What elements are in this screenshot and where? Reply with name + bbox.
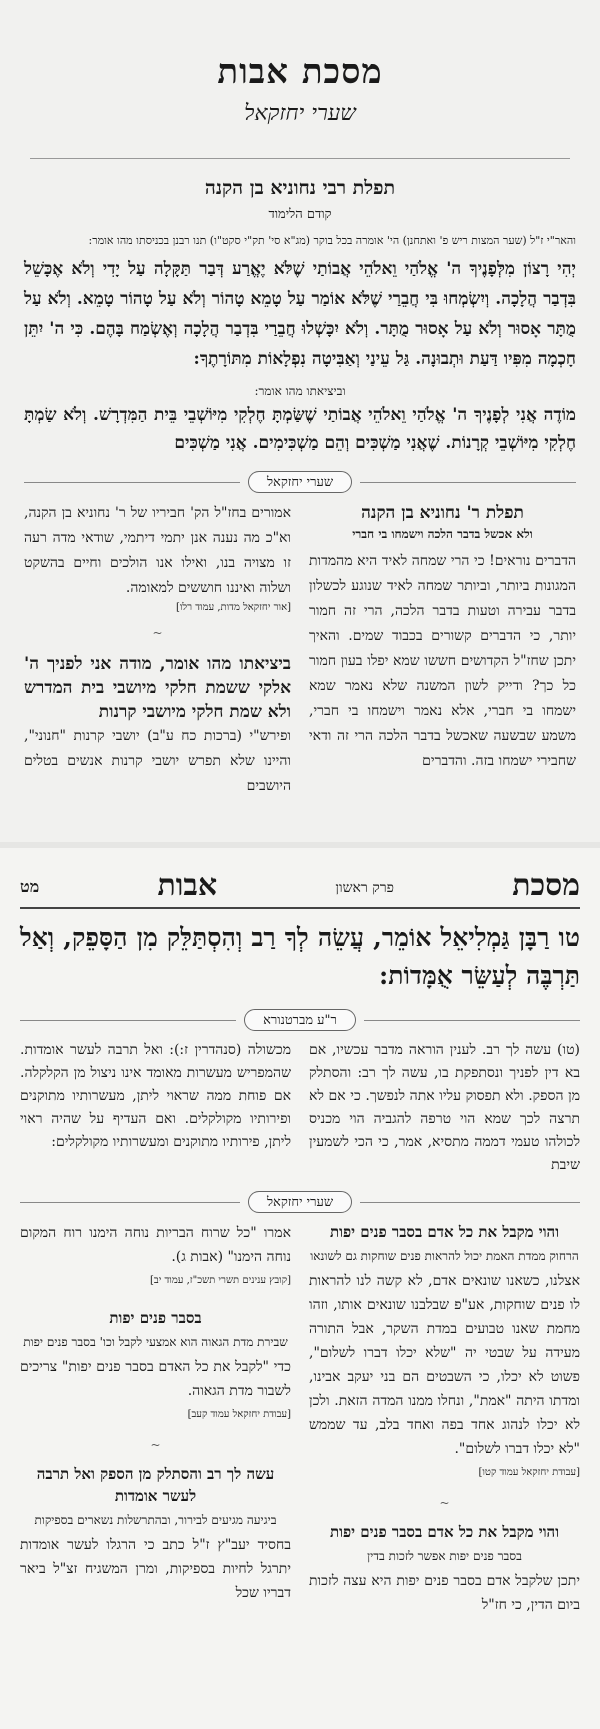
source-citation: [עבודת יחזקאל עמוד קעב] bbox=[187, 1409, 291, 1420]
exit-prayer-text: מוֹדֶה אֲנִי לְפָנֶיךָ ה' אֱלֹהַי וֵאלֹהֵי אֲבוֹתַי שֶׁשַּׂמְתָּ חֶלְקִי מִיּוֹשְׁבֵי בֵּית הַמִּדְרָשׁ. וְלֹא שַׂמְתָּ חֶלְקִי מִיּוֹשְׁבֵי קְרָנוֹת. שֶׁאֲנִי מַשְׁכִּים וְהֵם מַשְׁכִּימִים. אֲנִי מַשְׁכִּים bbox=[24, 405, 576, 453]
ornament-divider: ~ bbox=[152, 626, 163, 640]
banner-line bbox=[360, 1202, 580, 1203]
column-subheading: ביגיעה מגיעים לבירור, ובהתרשלות נשארים בספיקות bbox=[34, 1513, 277, 1527]
column-text: בחסיד יעב"ץ ז"ל כתב כי הרגלו לעשר אומדות יתרגל לחיות בספיקות, ומרן המשגיח זצ"ל ביאר דבריו שכל bbox=[20, 1537, 291, 1601]
header-perek: פרק ראשון bbox=[335, 880, 394, 896]
title-divider bbox=[30, 158, 570, 159]
banner-line bbox=[20, 1020, 236, 1021]
column-text: יתכן שלקבל אדם בסבר פנים יפות היא עצה לזכות ביום הדין, כי חז"ל bbox=[309, 1573, 580, 1613]
column-text: אצלנו, כשאנו שונאים אדם, לא קשה לנו להראות לו פנים שוחקות, אע"פ שבלבנו שונאים אותו, וזהו מחמת שאנו טבועים במדת השקר, אבל התורה מעידה על שבטי יה "שלא יכלו דברו לשלום", פשוט לא יכלו, כי השבטים הם בני יעקב אבינו, ומדתו היתה "אמת", ונחלו ממנו המדה הזאת. ולכן לא יכלו לנהוג אחד בפה ואחד בלב, עד שממש "לא יכלו דברו לשלום". bbox=[309, 1273, 580, 1457]
page-1 bbox=[0, 0, 600, 842]
column-text: אמרו "כל שרוח הבריות נוחה הימנו רוח המקום נוחה הימנו" (אבות ג). bbox=[20, 1225, 291, 1265]
page-number: מט bbox=[20, 877, 40, 896]
left-column bbox=[24, 501, 291, 799]
page-2 bbox=[0, 848, 600, 1729]
mishna-text: טו רַבָּן גַּמְלִיאֵל אוֹמֵר, עֲשֵׂה לְךָ רַב וְהִסְתַּלֵּק מִן הַסָּפֵק, וְאַל תַּרְבֶּה לְעַשֵּׂר אֻמָּדוֹת: bbox=[20, 923, 580, 990]
ornament-divider: ~ bbox=[150, 1438, 161, 1452]
source-citation: [אור יחזקאל מדות, עמוד רלו] bbox=[175, 602, 291, 613]
column-heading: והוי מקבל את כל אדם בסבר פנים יפות bbox=[329, 1523, 560, 1541]
column-heading: ביציאתו מהו אומר, מודה אני לפניך ה' אלקי ששמת חלקי מיושבי בית המדרש ולא שמת חלקי מיושבי קרנות bbox=[24, 654, 291, 722]
running-header bbox=[20, 848, 580, 909]
column-text: ופירש"י (ברכות כח ע"ב) יושבי קרנות "חנוני", והיינו שלא תפרש יושבי קרנות אנשים בטלים היושבים bbox=[24, 728, 291, 794]
right-column bbox=[309, 1221, 580, 1617]
banner-line bbox=[364, 1020, 580, 1021]
commentary-columns bbox=[20, 1221, 580, 1617]
ornament-divider: ~ bbox=[439, 1496, 450, 1510]
bartenura-right: (טו) עשה לך רב. לענין הוראה מדבר עכשיו, אם בא דין לפניך ונסתפקת בו, עשה לך רב: והסתלק מן הספק. ולא תפסוק עליו אתה לנפשך. כי אם לא תרצה לכך שמא הוי טרפה להגביה הוי מכניס לכולהו טעמי דממה מתסיא, אמר, כי הכי לשמעין שיבת bbox=[309, 1042, 580, 1173]
page-title: מסכת אבות bbox=[217, 52, 383, 92]
header-masechet: מסכת bbox=[512, 868, 580, 903]
commentary-columns bbox=[24, 501, 576, 799]
section-banner bbox=[24, 471, 576, 493]
column-subheading: ולא אכשל בדבר הלכה וישמחו בי חברי bbox=[352, 527, 533, 541]
column-heading: תפלת ר' נחוניא בן הקנה bbox=[361, 503, 524, 523]
column-text: הדברים נוראים! כי הרי שמחה לאיד היא מהמדות המגונות ביותר, וביותר שמחה לאיד שנוגע לכשלון בדבר עבירה וטעות בדבר הלכה, הרי זה חמור יותר, כי הדברים קשורים בכבוד שמים. והאיך יתכן שחז"ל הקדושים חששו שמא יפלו בעון חמור כל כך? ודייק לשון המשנה שלא נאמר שמא ישמחו בי חברי, אלא נאמר וישמחו בי חברי, משמע שבשעה שאכשל בדבר הלכה הרי זה ודאי שחבירי ישמחו בזה. והדברים bbox=[309, 553, 576, 769]
source-citation: [קובץ ענינים תשרי תשכ"ז, עמוד יב] bbox=[149, 1275, 291, 1286]
banner-label: שערי יחזקאל bbox=[248, 1191, 352, 1213]
exit-heading: וביציאתו מהו אומר: bbox=[254, 384, 346, 398]
column-heading: והוי מקבל את כל אדם בסבר פנים יפות bbox=[329, 1223, 560, 1241]
bartenura-banner bbox=[20, 1009, 580, 1031]
banner-label: שערי יחזקאל bbox=[248, 471, 352, 493]
bartenura-columns bbox=[20, 1039, 580, 1177]
source-citation: [עבודת יחזקאל עמוד קטו] bbox=[478, 1467, 580, 1478]
column-subheading: הרחוק ממדת האמת יכול להראות פנים שוחקות גם לשונאו bbox=[310, 1249, 579, 1263]
banner-line bbox=[360, 482, 576, 483]
section-banner bbox=[20, 1191, 580, 1213]
banner-label: ר"ע מברטנורא bbox=[244, 1009, 356, 1031]
column-heading: בסבר פנים יפות bbox=[109, 1309, 202, 1327]
left-column bbox=[20, 1221, 291, 1617]
banner-line bbox=[24, 482, 240, 483]
column-heading: עשה לך רב והסתלק מן הספק ואל תרבה לעשר אומדות bbox=[36, 1465, 275, 1505]
prayer-heading: תפלת רבי נחוניא בן הקנה bbox=[204, 177, 396, 199]
page-subtitle: שערי יחזקאל bbox=[244, 101, 356, 126]
column-text: אמורים בחז"ל הק' חביריו של ר' נחוניא בן הקנה, וא"כ מה נענה אנן יתמי דיתמי, שודאי מדה רעה זו מצויה בנו, ואילו אנו הולכים וחיים בהשקט ושלוה ואיננו חוששים למאומה. bbox=[24, 505, 291, 596]
bartenura-left: מכשולה (סנהדרין ז:): ואל תרבה לעשר אומדות. שהמפריש מעשרות מאומד אינו ניצול מן הקלקלה. אם פוחת ממה שראוי ליתן, מעשרותיו מתוקנים ופירותיו מקולקלים. ואם העדיף על שהיה ראוי ליתן, פירותיו מתוקנים ומעשרותיו מקולקלים: bbox=[20, 1042, 291, 1150]
prayer-note: והאר"י ז"ל (שער המצות ריש פ' ואתחנן) הי' אומרה בכל בוקר (מג"א סי' תק"י סקט"ו) תנו רבנן בכניסתו מהו אומר: bbox=[88, 234, 576, 247]
header-avot: אבות bbox=[157, 868, 218, 903]
banner-line bbox=[20, 1202, 240, 1203]
column-text: כדי "לקבל את כל האדם בסבר פנים יפות" צריכים לשבור מדת הגאוה. bbox=[20, 1359, 291, 1399]
prayer-text: יְהִי רָצוֹן מִלְּפָנֶיךָ ה' אֱלֹהַי וֵאלֹהֵי אֲבוֹתַי שֶׁלֹּא יֶאֱרַע דְּבַר תַּקָּלָה עַל יָדִי וְלֹא אֶכָּשֵׁל בִּדְבַר הֲלָכָה. וְיִשְׂמְחוּ בִּי חֲבֵרַי שֶׁלֹּא אוֹמַר עַל טָמֵא טָהוֹר וְלֹא עַל טָהוֹר טָמֵא. וְלֹא עַל מֻתָּר אָסוּר וְלֹא עַל אָסוּר מֻתָּר. וְלֹא יִכָּשְׁלוּ חֲבֵרַי בִּדְבַר הֲלָכָה וְאֶשְׂמַח בָּהֶם. כִּי ה' יִתֵּן חָכְמָה מִפִּיו דַּעַת וּתְבוּנָה. גַּל עֵינַי וְאַבִּיטָה נִפְלָאוֹת מִתּוֹרָתֶךָ: bbox=[24, 259, 576, 369]
column-subheading: בסבר פנים יפות אפשר לזכות בדין bbox=[367, 1549, 522, 1563]
column-subheading: שבירת מדת הגאוה הוא אמצעי לקבל וכו' בסבר פנים יפות bbox=[23, 1335, 288, 1349]
right-column bbox=[309, 501, 576, 799]
prayer-subheading: קודם הלימוד bbox=[268, 207, 332, 222]
